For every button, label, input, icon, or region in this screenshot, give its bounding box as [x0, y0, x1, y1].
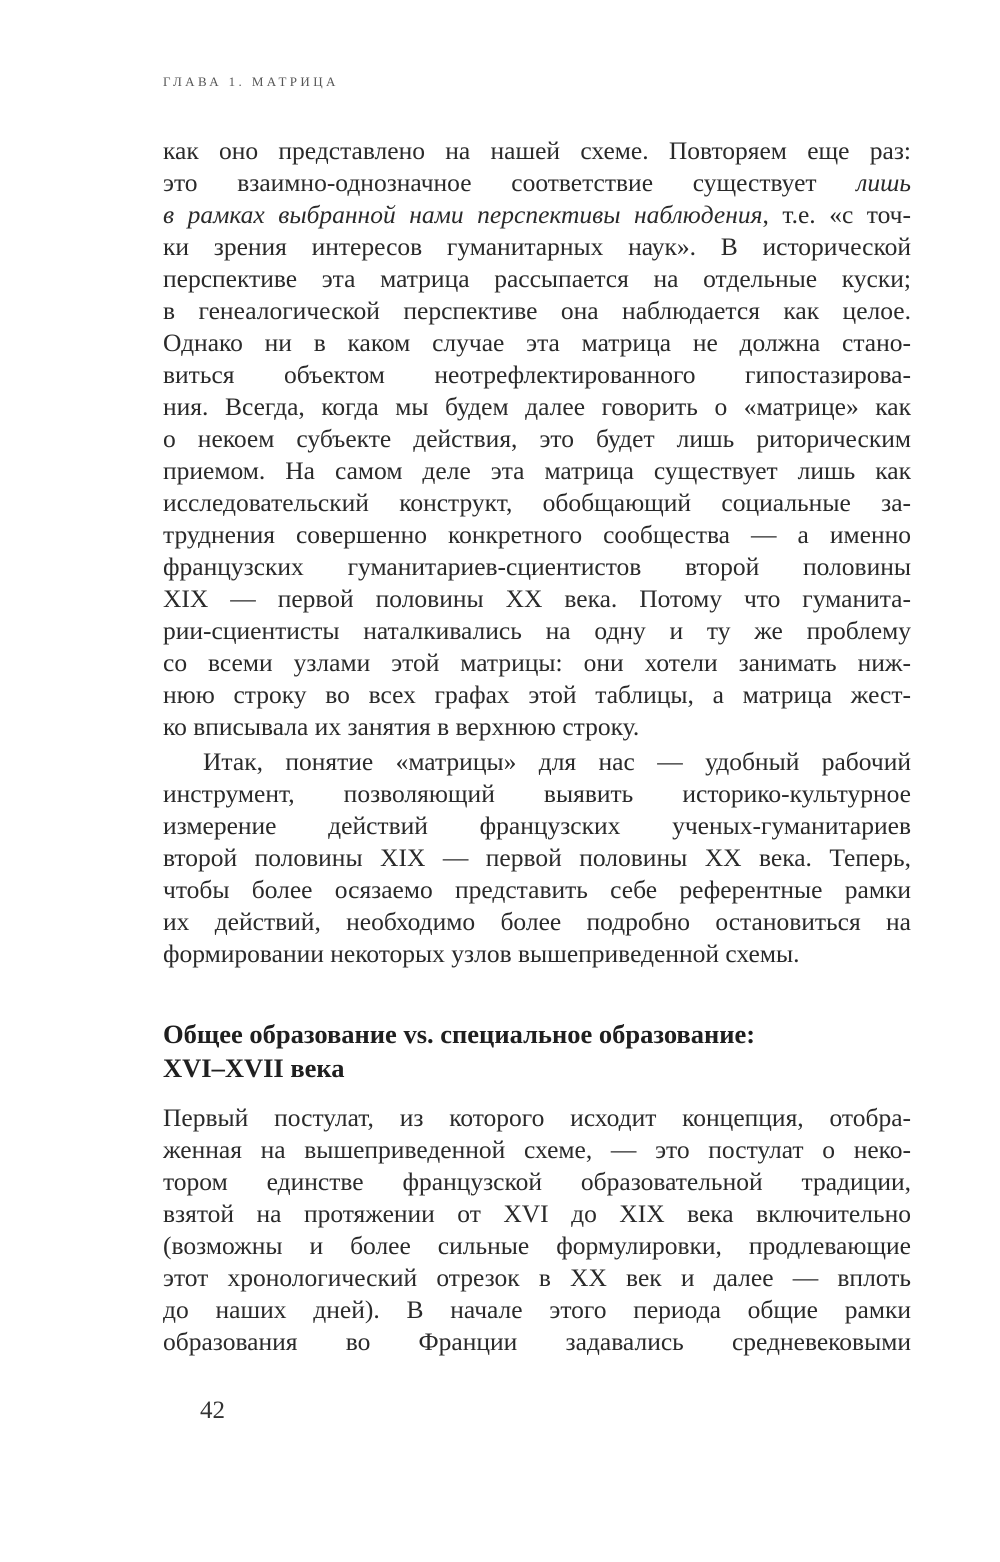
text-line: инструмент, позволяющий выявить историко-культурное — [163, 779, 911, 808]
italic-phrase: лишь — [856, 168, 911, 197]
text-line: в рамках выбранной нами перспективы наблюдения, т.е. «с точ- — [163, 200, 912, 229]
paragraph-2 — [163, 746, 911, 970]
text-line: измерение действий французских ученых-гуманитариев — [163, 811, 911, 840]
text-line: второй половины XIX — первой половины XX века. Теперь, — [163, 843, 911, 872]
text-line: труднения совершенно конкретного сообщества — а именно — [163, 520, 911, 549]
text-line: (возможны и более сильные формулировки, продлевающие — [163, 1231, 911, 1260]
text-line: ния. Всегда, когда мы будем далее говорить о «матрице» как — [163, 392, 911, 421]
text-line: как оно представлено на нашей схеме. Повторяем еще раз: — [163, 136, 911, 165]
text-line: о некоем субъекте действия, это будет лишь риторическим — [163, 424, 911, 453]
text-line: перспективе эта матрица рассыпается на отдельные куски; — [163, 264, 911, 293]
text-line: формировании некоторых узлов вышеприведенной схемы. — [163, 939, 800, 968]
text-line: в генеалогической перспективе она наблюдается как целое. — [163, 296, 911, 325]
text-line: женная на вышеприведенной схеме, — это постулат о неко- — [163, 1135, 911, 1164]
text-line: нюю строку во всех графах этой таблицы, а матрица жест- — [163, 680, 911, 709]
text-line: Однако ни в каком случае эта матрица не должна стано- — [163, 328, 911, 357]
text-line: чтобы более осязаемо представить себе референтные рамки — [163, 875, 911, 904]
page-number: 42 — [200, 1397, 225, 1424]
text-line: образования во Франции задавались средневековыми — [163, 1327, 911, 1356]
italic-phrase: в рамках выбранной нами перспективы наблюдения — [163, 200, 763, 229]
text-line: приемом. На самом деле эта матрица существует лишь как — [163, 456, 911, 485]
text-line: взятой на протяжении от XVI до XIX века включительно — [163, 1199, 911, 1228]
text-line: исследовательский конструкт, обобщающий социальные за- — [163, 488, 911, 517]
paragraph-3 — [163, 1102, 911, 1358]
heading-line: Общее образование vs. специальное образование: — [163, 1019, 756, 1049]
text-line: со всеми узлами этой матрицы: они хотели занимать ниж- — [163, 648, 911, 677]
section-heading — [163, 1017, 911, 1085]
text-line: ко вписывала их занятия в верхнюю строку. — [163, 712, 640, 741]
text-line: их действий, необходимо более подробно остановиться на — [163, 907, 911, 936]
text-line: XIX — первой половины XX века. Потому что гуманита- — [163, 584, 911, 613]
paragraph-1 — [163, 135, 911, 743]
text-line: рии-сциентисты наталкивались на одну и ту же проблему — [163, 616, 911, 645]
text-line: ки зрения интересов гуманитарных наук». В исторической — [163, 232, 911, 261]
text-line: этот хронологический отрезок в XX век и далее — вплоть — [163, 1263, 911, 1292]
text-line: это взаимно-однозначное соответствие существует лишь — [163, 168, 911, 197]
text-line: до наших дней). В начале этого периода общие рамки — [163, 1295, 911, 1324]
text-line: тором единстве французской образовательной традиции, — [163, 1167, 911, 1196]
heading-line: XVI–XVII века — [163, 1053, 345, 1083]
running-head: ГЛАВА 1. МАТРИЦА — [163, 74, 339, 89]
text-line: французских гуманитариев-сциентистов второй половины — [163, 552, 911, 581]
text-line: Итак, понятие «матрицы» для нас — удобный рабочий — [203, 747, 911, 776]
text-line: виться объектом неотрефлектированного гипостазирова- — [163, 360, 911, 389]
text-line: Первый постулат, из которого исходит концепция, отобра- — [163, 1103, 911, 1132]
